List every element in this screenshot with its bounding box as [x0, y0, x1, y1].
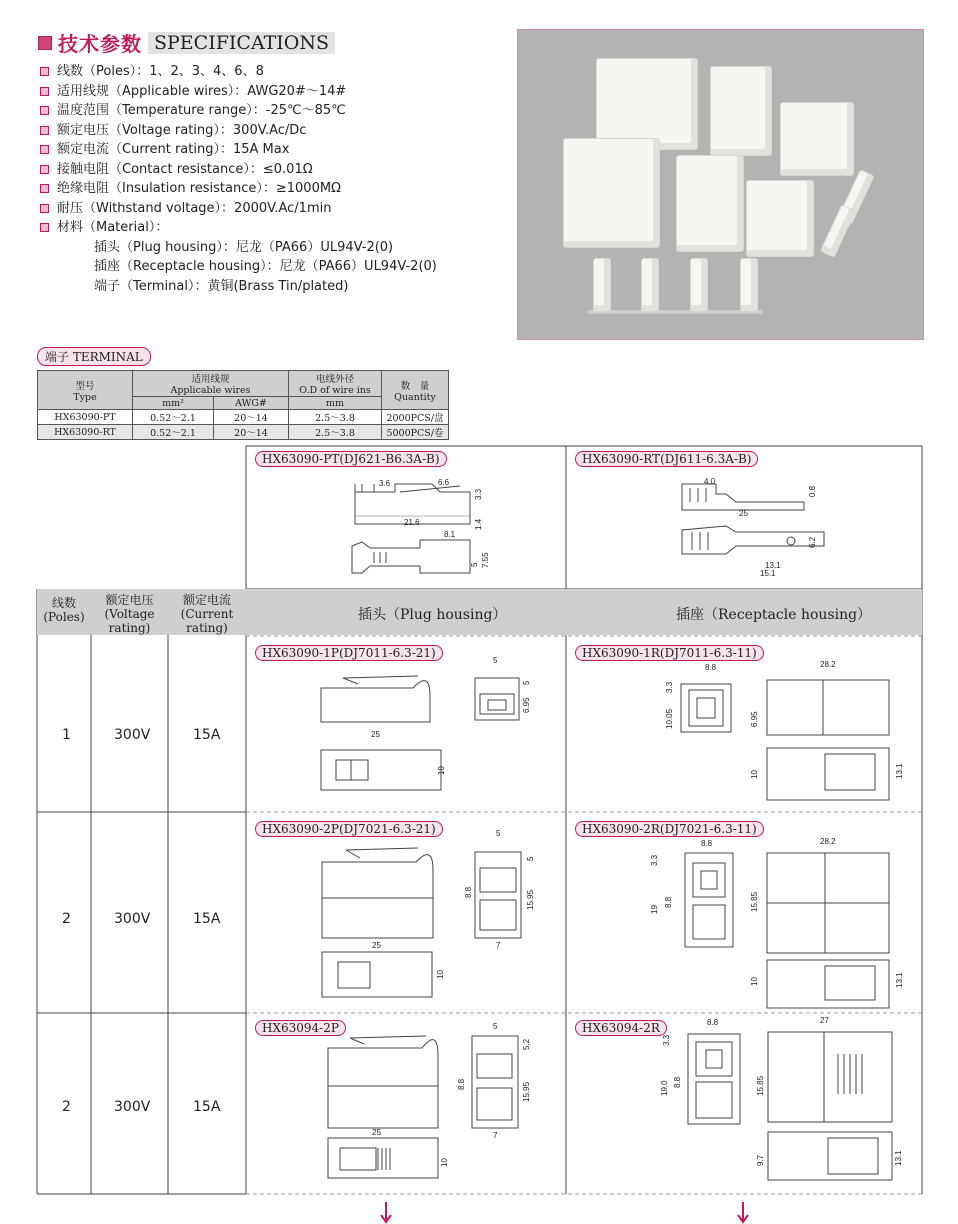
th-type: 型号 Type	[38, 371, 133, 410]
th-plug: 插头（Plug housing）	[358, 607, 507, 623]
down-arrow-icon	[735, 1202, 751, 1224]
row3-voltage: 300V	[114, 1099, 151, 1115]
row2-rec-drawing	[675, 845, 910, 1010]
th-poles: 线数 (Poles)	[43, 596, 85, 624]
spec-item: 绝缘电阻（Insulation resistance）：≥1000MΩ	[40, 179, 437, 199]
row2-plug-label: HX63090-2P(DJ7021-6.3-21)	[255, 821, 443, 837]
th-receptacle: 插座（Receptacle housing）	[676, 607, 872, 623]
row1-poles: 1	[62, 727, 71, 743]
down-arrow-icon	[378, 1202, 394, 1224]
row2-plug-drawing	[318, 840, 533, 1005]
material-plug: 插头（Plug housing）：尼龙（PA66）UL94V-2(0)	[94, 239, 394, 255]
row2-poles: 2	[62, 911, 71, 927]
th-qty: 数 量 Quantity	[382, 371, 449, 410]
spec-item: 适用线规（Applicable wires）：AWG20#～14#	[40, 82, 437, 102]
row3-plug-drawing	[322, 1028, 537, 1188]
material-terminal: 端子（Terminal）：黄铜(Brass Tin/plated)	[94, 278, 349, 294]
row1-plug-drawing	[318, 670, 528, 800]
row2-rec-label: HX63090-2R(DJ7021-6.3-11)	[575, 821, 764, 837]
row1-voltage: 300V	[114, 727, 151, 743]
spec-item: 材料（Material）：	[40, 218, 437, 238]
table-row: HX63090-RT 0.52～2.1 20～14 2.5～3.8 5000PCS/卷	[38, 425, 449, 440]
spec-item: 耐压（Withstand voltage）：2000V.Ac/1min	[40, 199, 437, 219]
row3-plug-label: HX63094-2P	[255, 1020, 346, 1036]
row1-rec-drawing	[675, 670, 910, 805]
spec-item: 温度范围（Temperature range）：-25℃～85℃	[40, 101, 437, 121]
spec-item: 线数（Poles）：1、2、3、4、6、8	[40, 62, 437, 82]
spec-item: 额定电压（Voltage rating）：300V.Ac/Dc	[40, 121, 437, 141]
title-cn: 技术参数	[58, 32, 142, 56]
th-current: 额定电流 (Current rating)	[180, 593, 234, 635]
row2-current: 15A	[193, 911, 221, 927]
table-row: HX63090-PT 0.52～2.1 20～14 2.5～3.8 2000PCS/盘	[38, 410, 449, 425]
th-wire: 适用线规 Applicable wires	[133, 371, 289, 397]
spec-item: 接触电阻（Contact resistance）：≤0.01Ω	[40, 160, 437, 180]
th-awg: AWG#	[214, 397, 289, 410]
row3-rec-label: HX63094-2R	[575, 1020, 667, 1036]
row1-plug-label: HX63090-1P(DJ7011-6.3-21)	[255, 645, 443, 661]
terminal-label: 端子 TERMINAL	[37, 347, 151, 366]
row2-voltage: 300V	[114, 911, 151, 927]
row1-rec-label: HX63090-1R(DJ7011-6.3-11)	[575, 645, 764, 661]
spec-item: 额定电流（Current rating）：15A Max	[40, 140, 437, 160]
th-mm2: mm²	[133, 397, 214, 410]
th-mm: mm	[289, 397, 382, 410]
row3-poles: 2	[62, 1099, 71, 1115]
pt-label: HX63090-PT(DJ621-B6.3A-B)	[255, 451, 447, 467]
rt-label: HX63090-RT(DJ611-6.3A-B)	[575, 451, 758, 467]
material-receptacle: 插座（Receptacle housing）：尼龙（PA66）UL94V-2(0)	[94, 259, 437, 274]
title-en: SPECIFICATIONS	[148, 32, 335, 54]
row3-rec-drawing	[678, 1024, 913, 1189]
row1-current: 15A	[193, 727, 221, 743]
th-voltage: 额定电压 (Voltage rating)	[104, 593, 155, 635]
th-od: 电线外径 O.D of wire ins	[289, 371, 382, 397]
row3-current: 15A	[193, 1099, 221, 1115]
